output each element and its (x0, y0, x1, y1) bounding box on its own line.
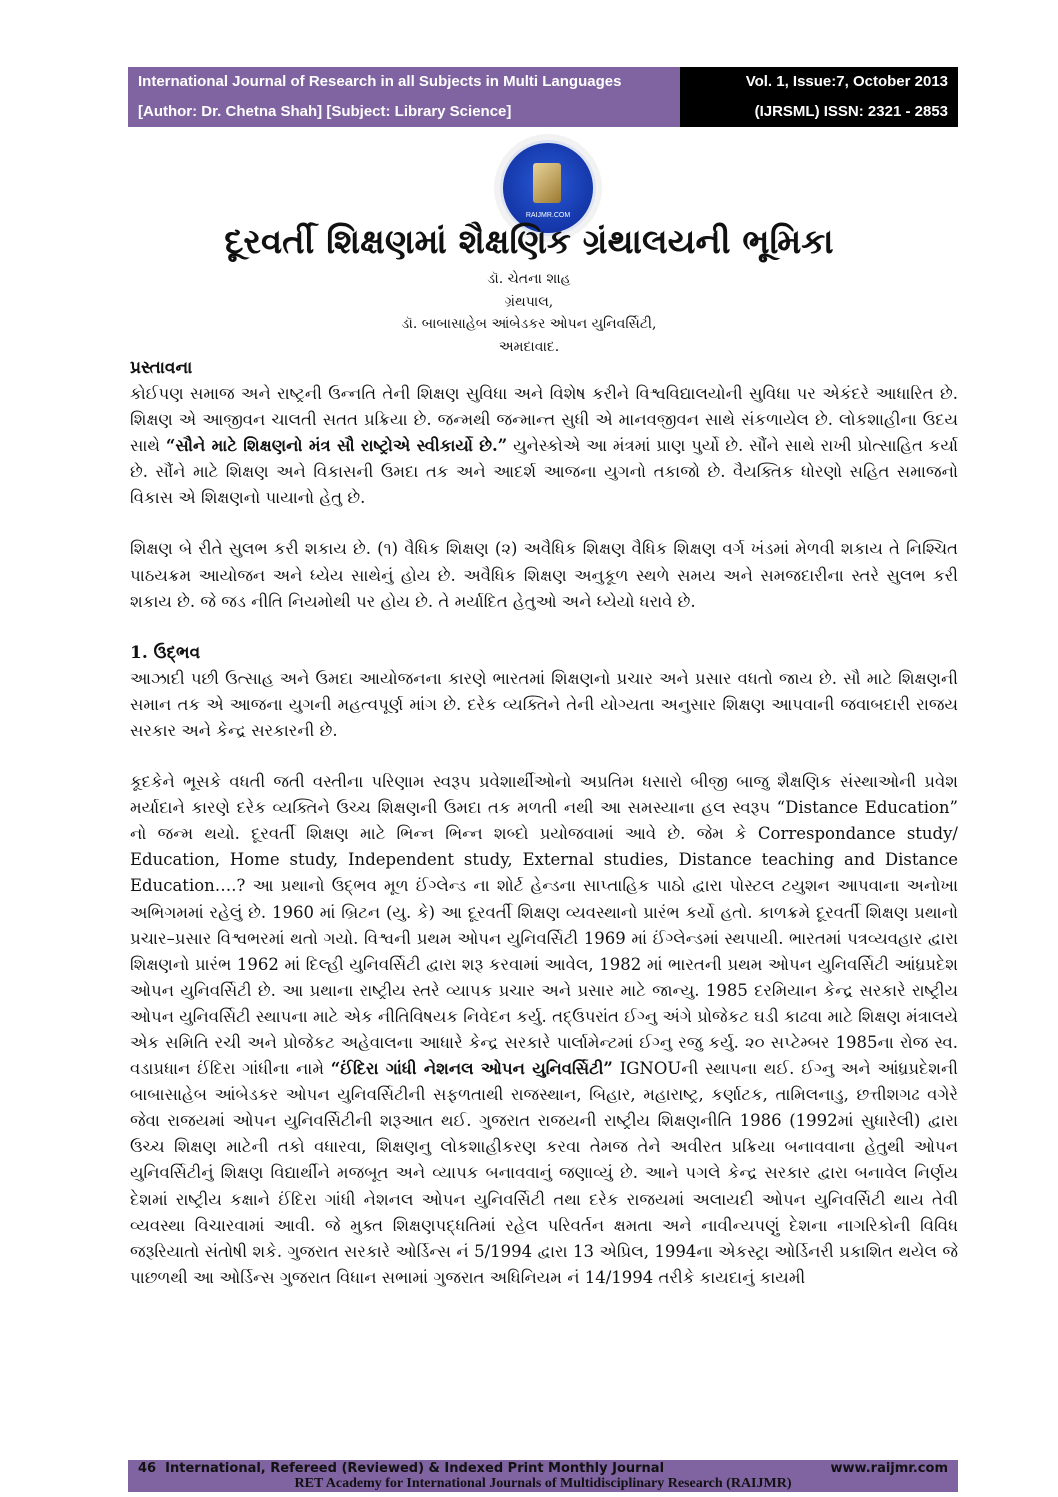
scroll-quill-icon (533, 163, 561, 203)
article-body (130, 355, 958, 1316)
logo-text: RAIJMR.COM (525, 212, 571, 219)
header-left (128, 67, 680, 127)
journal-type: International, Refereed (Reviewed) & Indexed Print Monthly Journal (165, 1461, 665, 1476)
issn: (IJRSML) ISSN: 2321 - 2853 (754, 103, 948, 120)
page-footer (128, 1460, 958, 1492)
text: યુનેસ્કોએ આ મંત્રમાં પ્રાણ પુર્યો છે. સૌંને સાથે રાખી પ્રોત્સાહિત કર્યા છે. સૌંને માટે શિક્ષણ અને વિકાસની ઉમદા તક અને આદર્શ આજના યુગનો તકાજો છે. વૈયક્તિક ધોરણો સહિત સમાજનો વિકાસ એ શિક્ષણનો પાયાનો હેતુ છે. (130, 436, 958, 508)
bold-quote: “સૌને માટે શિક્ષણનો મંત્ર સૌ રાષ્ટ્રોએ સ્વીકાર્યો છે.” (165, 436, 508, 456)
journal-header (128, 67, 958, 127)
text: IGNOUની સ્થાપના થઈ. ઈગ્નુ અને આંધ્રપ્રદેશની બાબાસાહેબ આંબેડકર ઓપન યુનિવર્સિટીની સફળતાથી રાજસ્થાન, બિહાર, મહારાષ્ટ્ર, કર્ણાટક, તામિલનાડુ, છત્તીશગઢ વગેરે જેવા રાજયમાં ઓપન યુનિવર્સિટીની શરૂઆત થઈ. ગુજરાત રાજયની રાષ્ટ્રીય શિક્ષણનીતિ 1986 (1992માં સુધારેલી) દ્વારા ઉચ્ચ શિક્ષણ માટેની તકો વધારવા, શિક્ષણનુ લોકશાહીકરણ કરવા તેમજ તેને અવીરત પ્રક્રિયા બનાવવાના હેતુથી ઓપન યુનિવર્સિટીનું શિક્ષણ વિદ્યાર્થીને મજબૂત અને વ્યાપક બનાવવાનું જણાવ્યું છે. આને પગલે કેન્દ્ર સરકાર દ્વારા બનાવેલ નિર્ણય દેશમાં રાષ્ટ્રીય કક્ષાને ઈંદિરા ગાંધી નેશનલ ઓપન યુનિવર્સિટી તથા દરેક રાજયમાં અલાયદી ઓપન યુનિવર્સિટી થાય તેવી વ્યવસ્થા વિચારવામાં આવી. જે મુક્ત શિક્ષણપદ્ધતિમાં રહેલ પરિવર્તન ક્ષમતા અને નાવીન્યપણું દેશના નાગરિકોની વિવિધ જરૂરિયાતો સંતોષી શકે. ગુજરાત સરકારે ઓર્ડિન્સ નં 5/1994 દ્વારા 13 એપ્રિલ, 1994ના એકસ્ટ્રા ઓર્ડિનરી પ્રકાશિત થયેલ જે પાછળથી આ ઓર્ડિન્સ ગુજરાત વિધાન સભામાં ગુજરાત અધિનિયમ નં 14/1994 તરીકે કાયદાનું કાયમી (130, 1059, 958, 1287)
author-institution: ડૉ. બાબાસાહેબ આંબેડકર ઓપન યુનિવર્સિટી, (401, 316, 657, 332)
author-subject: [Author: Dr. Chetna Shah] [Subject: Library Science] (138, 103, 512, 120)
footer-left (138, 1460, 664, 1476)
author-role: ગ્રંથપાલ, (504, 293, 554, 310)
footer-row (128, 1460, 958, 1476)
journal-name: International Journal of Research in all Subjects in Multi Languages (138, 73, 622, 90)
intro-heading: પ્રસ્તાવના (130, 358, 193, 378)
author-block (0, 268, 1058, 358)
publisher: RET Academy for International Journals of Multidisciplinary Research (RAIJMR) (294, 1476, 792, 1491)
origin-paragraph: આઝાદી પછી ઉત્સાહ અને ઉમદા આયોજનના કારણે ભારતમાં શિક્ષણનો પ્રચાર અને પ્રસાર વધતો જાય છે. સૌ માટે શિક્ષણની સમાન તક એ આજના યુગની મહત્વપૂર્ણ માંગ છે. દરેક વ્યક્તિને તેની યોગ્યતા અનુસાર શિક્ષણ આપવાની જવાબદારી રાજય સરકાર અને કેન્દ્ર સરકારની છે. (130, 668, 958, 740)
bold-university-name: “ઈંદિરા ગાંધી નેશનલ ઓપન યુનિવર્સિટી” (330, 1059, 613, 1079)
intro-paragraph (130, 381, 958, 511)
volume-issue: Vol. 1, Issue:7, October 2013 (745, 73, 948, 90)
education-types-paragraph: શિક્ષણ બે રીતે સુલભ કરી શકાય છે. (૧) વૈધિક શિક્ષણ (૨) અવૈધિક શિક્ષણ વૈધિક શિક્ષણ વર્ગ ખંડમાં મેળવી શકાય તે નિશ્ચિત પાઠયક્રમ આયોજન અને ધ્યેય સાથેનું હોય છે. અવૈધિક શિક્ષણ અનુકૂળ સ્થળે સમય અને સમજદારીના સ્તરે સુલભ કરી શકાય છે. જે જડ નીતિ નિયમોથી પર હોય છે. તે મર્યાદિત હેતુઓ અને ધ્યેયો ધરાવે છે. (130, 539, 958, 611)
origin-heading: 1. ઉદ્ભવ (130, 642, 201, 663)
author-name: ડૉ. ચેતના શાહ (487, 271, 571, 287)
author-city: અમદાવાદ. (498, 338, 560, 355)
history-paragraph (130, 769, 958, 1291)
text: કૂદકેને ભૂસકે વધતી જતી વસ્તીના પરિણામ સ્વરૂપ પ્રવેશાર્થીઓનો અપ્રતિમ ધસારો બીજી બાજુ શૈક્ષણિક સંસ્થાઓની પ્રવેશ મર્યાદાને કારણે દરેક વ્યક્તિને ઉચ્ચ શિક્ષણની ઉમદા તક મળતી નથી આ સમસ્યાના હલ સ્વરૂપ “Distance Education” નો જન્મ થયો. દૂરવર્તી શિક્ષણ માટે ભિન્ન ભિન્ન શબ્દો પ્રયોજવામાં આવે છે. જેમ કે Correspondance study/ Education, Home study, Independent study, External studies, Distance teaching and Distance Education….? આ પ્રથાનો ઉદ્ભવ મૂળ ઈંગ્લેન્ડ ના શોર્ટ હેન્ડના સાપ્તાહિક પાઠો દ્વારા પોસ્ટલ ટયુશન આપવાના અનોખા અભિગમમાં રહેલું છે. 1960 માં બ્રિટન (યુ. કે) આ દૂરવર્તી શિક્ષણ વ્યવસ્થાનો પ્રારંભ કર્યો હતો. કાળક્રમે દૂરવર્તી શિક્ષણ પ્રથાનો પ્રચાર–પ્રસાર વિશ્વભરમાં થતો ગયો. વિશ્વની પ્રથમ ઓપન યુનિવર્સિટી 1969 માં ઈંગ્લેન્ડમાં સ્થપાયી. ભારતમાં પત્રવ્યવહાર દ્વારા શિક્ષણનો પ્રારંભ 1962 માં દિલ્હી યુનિવર્સિટી દ્વારા શરૂ કરવામાં આવેલ, 1982 માં ભારતની પ્રથમ ઓપન યુનિવર્સિટી આંધ્રપ્રદેશ ઓપન યુનિવર્સિટી છે. આ પ્રથાના રાષ્ટ્રીય સ્તરે વ્યાપક પ્રચાર અને પ્રસાર માટે જાન્યુ. 1985 દરમિયાન કેન્દ્ર સરકારે રાષ્ટ્રીય ઓપન યુનિવર્સિટી સ્થાપના માટે એક નીતિવિષયક નિવેદન કર્યુ. તદ્ઉપરાંત ઈગ્નુ અંગે પ્રોજેકટ ઘડી કાઢવા માટે શિક્ષણ મંત્રાલયે એક સમિતિ રચી અને પ્રોજેકટ અહેવાલના આધારે કેન્દ્ર સરકારે પાર્લામેન્ટમાં ઈગ્નુ રજુ કર્યુ. ૨૦ સપ્ટેમ્બર 1985ના રોજ સ્વ. વડાપ્રધાન ઈંદિરા ગાંધીના નામે (130, 772, 958, 1079)
text: કોઈપણ સમાજ અને રાષ્ટ્રની ઉન્નતિ તેની શિક્ષણ સુવિધા અને વિશેષ કરીને વિશ્વવિદ્યાલયોની સુવિધા પર એકંદરે આધારિત છે. શિક્ષણ એ આજીવન ચાલતી સતત પ્રક્રિયા છે. જન્મથી જન્માન્ત સુધી એ માનવજીવન સાથે સંકળાયેલ છે. લોકશાહીના ઉદય સાથે (130, 384, 958, 456)
header-right (680, 67, 958, 127)
article-title: દૂરવર્તી શિક્ષણમાં શૈક્ષણિક ગ્રંથાલયની ભૂમિકા (224, 222, 834, 262)
page-number: 46 (138, 1461, 157, 1476)
website-link[interactable]: www.raijmr.com (830, 1461, 948, 1476)
